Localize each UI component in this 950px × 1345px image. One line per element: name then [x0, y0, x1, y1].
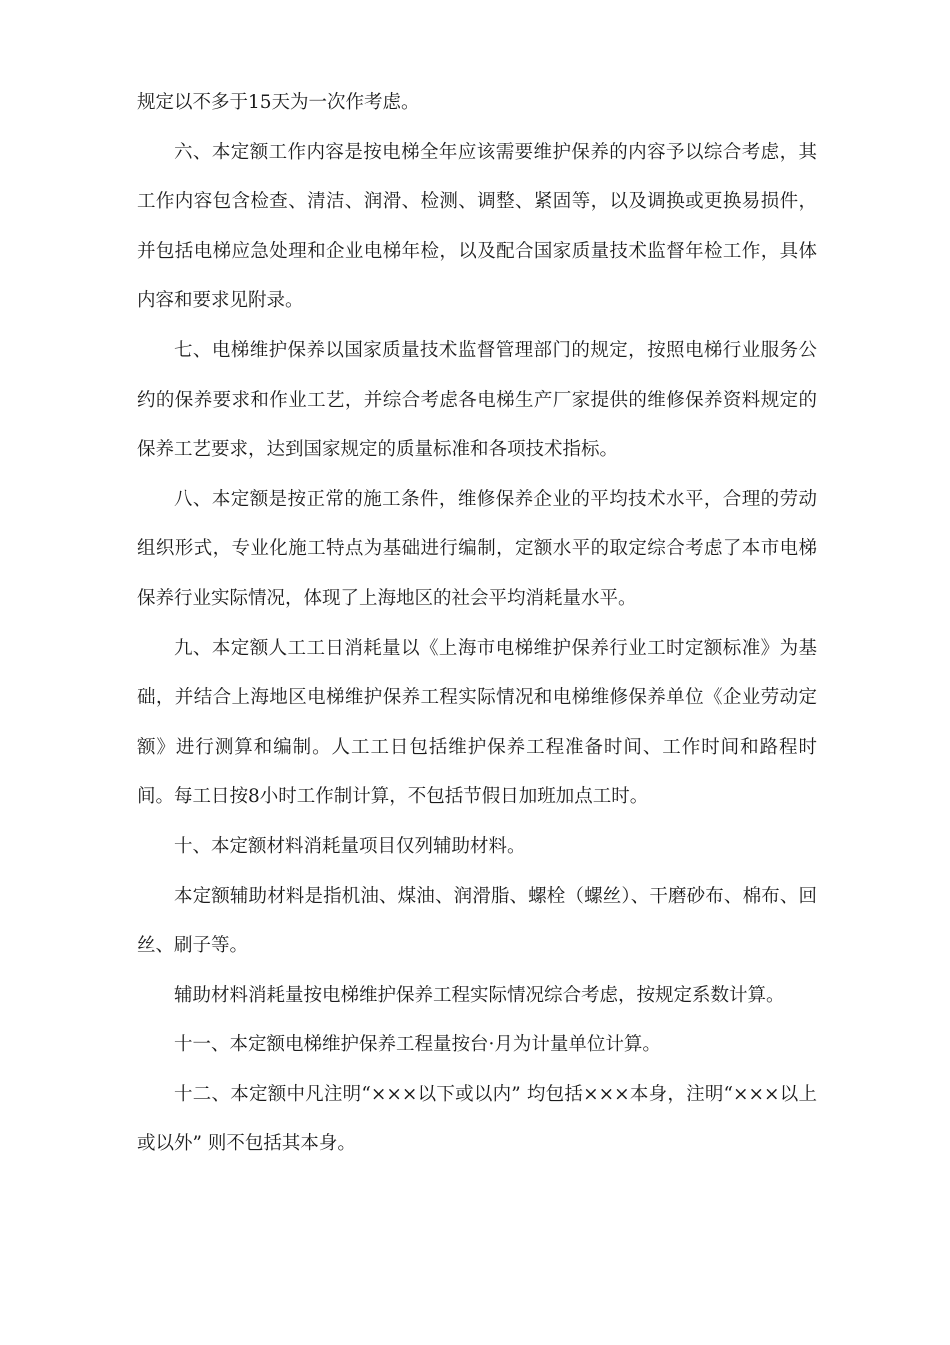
- paragraph-auxiliary-consumption: 辅助材料消耗量按电梯维护保养工程实际情况综合考虑，按规定系数计算。: [174, 984, 785, 1006]
- paragraph-item-8: 八、本定额是按正常的施工条件，维修保养企业的平均技术水平，合理的劳动组织形式，专业化施工特点为基础进行编制，定额水平的取定综合考虑了本市电梯保养行业实际情况，体现了上海地区的社会平均消耗量水平。: [137, 488, 817, 609]
- paragraph-continuation: 规定以不多于15天为一次作考虑。: [137, 92, 420, 113]
- paragraph-auxiliary-materials: 本定额辅助材料是指机油、煤油、润滑脂、螺栓（螺丝）、干磨砂布、棉布、回丝、刷子等。: [137, 885, 817, 957]
- paragraph-item-9: 九、本定额人工工日消耗量以《上海市电梯维护保养行业工时定额标准》为基础，并结合上海地区电梯维护保养工程实际情况和电梯维修保养单位《企业劳动定额》进行测算和编制。人工工日包括维护保养工程准备时间、工作时间和路程时间。每工日按8小时工作制计算，不包括节假日加班加点工时。: [137, 637, 817, 808]
- paragraph-item-12: 十二、本定额中凡注明“×××以下或以内” 均包括×××本身，注明“×××以上或以外” 则不包括其本身。: [137, 1083, 817, 1155]
- paragraph-item-10: 十、本定额材料消耗量项目仅列辅助材料。: [174, 835, 526, 857]
- document-body: [137, 78, 817, 1169]
- paragraph-item-7: 七、电梯维护保养以国家质量技术监督管理部门的规定，按照电梯行业服务公约的保养要求和作业工艺，并综合考虑各电梯生产厂家提供的维修保养资料规定的保养工艺要求，达到国家规定的质量标准和各项技术指标。: [137, 339, 817, 461]
- paragraph-item-6: 六、本定额工作内容是按电梯全年应该需要维护保养的内容予以综合考虑，其工作内容包含检查、清洁、润滑、检测、调整、紧固等，以及调换或更换易损件，并包括电梯应急处理和企业电梯年检，以及配合国家质量技术监督年检工作，具体内容和要求见附录。: [137, 141, 817, 312]
- paragraph-item-11: 十一、本定额电梯维护保养工程量按台·月为计量单位计算。: [174, 1034, 661, 1056]
